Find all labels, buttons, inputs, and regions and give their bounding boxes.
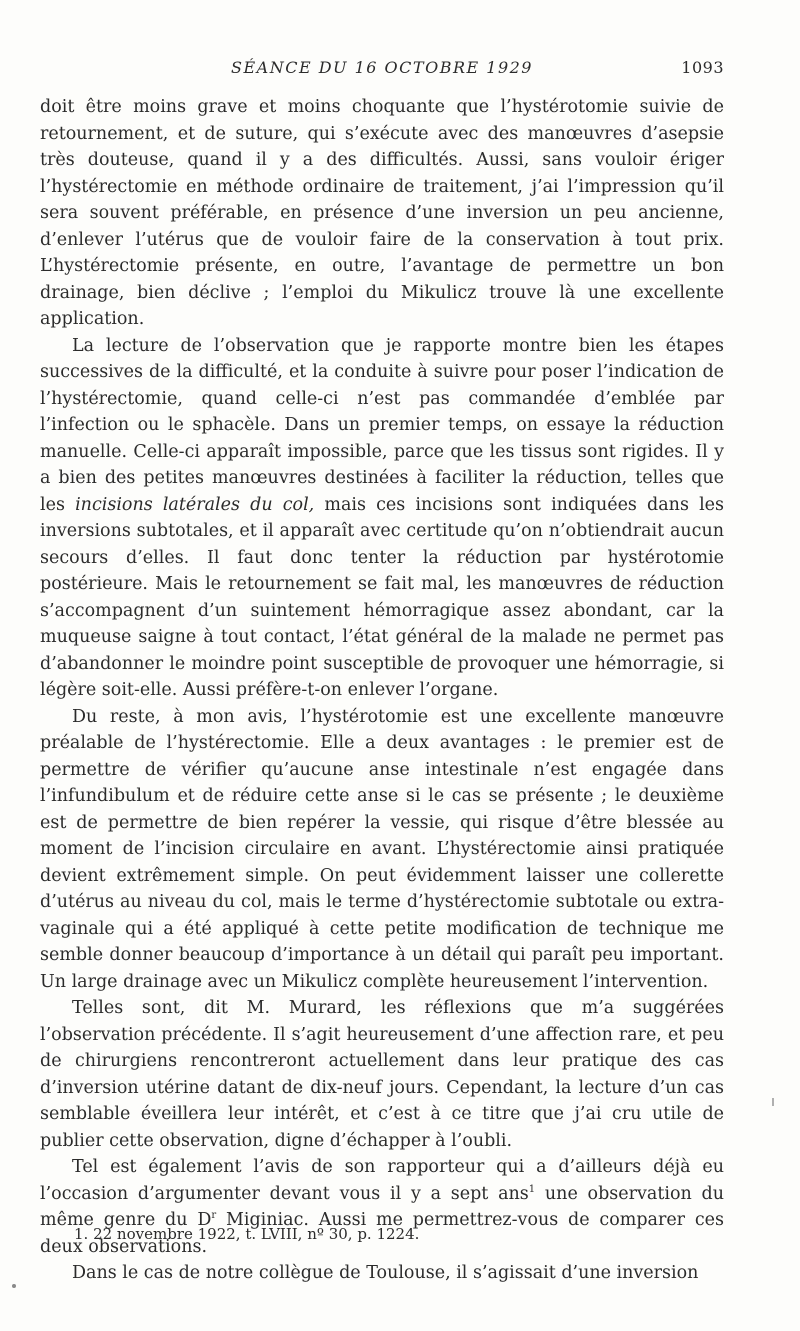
paragraph-text: Telles sont, dit M. Murard, les réflexions que m’a suggérées l’observation précédente. Il s’agit heureusement d’une affection rare, et peu de chirurgiens rencontreront actuellement dans leur pratique des cas d’inversion utérine datant de dix-neuf jours. Cependant, la lecture d’un cas semblable éveillera leur intérêt, et c’est à ce titre que j’ai cru utile de publier cette observation, digne d’échapper à l’oubli. [40, 998, 724, 1151]
italic-text: incisions latérales du col, [75, 494, 315, 515]
paragraph [40, 1260, 724, 1287]
paragraph-text: Dans le cas de notre collègue de Toulouse, il s’agissait d’une inversion [72, 1263, 699, 1283]
paragraph-text: La lecture de l’observation que je rapporte montre bien les étapes successives de la difficulté, et la conduite à suivre pour poser l’indication de l’hystérectomie, quand celle-ci n’est pas commandée d’emblée par l’infection ou le sphacèle. Dans un premier temps, on essaye la réduction manuelle. Celle-ci apparaît impossible, parce que les tissus sont rigides. Il y a bien des petites manœuvres destinées à faciliter la réduction, telles que les [40, 335, 724, 515]
print-mark [772, 1098, 774, 1106]
paragraph-text: Du reste, à mon avis, l’hystérotomie est une excellente manœuvre préalable de l’hystérectomie. Elle a deux avantages : le premier est de permettre de vérifier qu’aucune anse intestinale n’est engagée dans l’infundibulum et de réduire cette anse si le cas se présente ; le deuxième est de permettre de bien repérer la vessie, qui risque d’être blessée au moment de l’incision circulaire en avant. L’hystérectomie ainsi pratiquée devient extrêmement simple. On peut évidemment laisser une collerette d’utérus au niveau du col, mais le terme d’hystérectomie subtotale ou extra-vaginale qui a été appliqué à cette petite modification de technique me semble donner beaucoup d’importance à un détail qui paraît peu important. Un large drainage avec un Mikulicz complète heureusement l’intervention. [40, 706, 724, 992]
paragraph [40, 94, 724, 333]
paragraph-text: Miginiac. Aussi me permettrez-vous de comparer ces deux observations. [40, 1210, 724, 1257]
print-speck [12, 1284, 16, 1288]
paragraph-text: une observation du même genre du D [40, 1183, 724, 1230]
running-title: SÉANCE DU 16 OCTOBRE 1929 [231, 58, 533, 77]
superscript: 1 [528, 1183, 536, 1195]
running-head [40, 58, 724, 82]
page-number: 1093 [681, 58, 724, 77]
paragraph [40, 333, 724, 704]
paragraph-text: mais ces incisions sont indiquées dans les inversions subtotales, et il apparaît avec certitude qu’on n’obtiendrait aucun secours d’elles. Il faut donc tenter la réduction par hystérotomie postérieure. Mais le retournement se fait mal, les manœuvres de réduction s’accompagnent d’un suintement hémorragique assez abondant, car la muqueuse saigne à tout contact, l’état général de la malade ne permet pas d’abandonner le moindre point susceptible de provoquer une hémorragie, si légère soit-elle. Aussi préfère-t-on enlever l’organe. [40, 494, 724, 700]
paragraph [40, 995, 724, 1154]
body-text [40, 94, 724, 1287]
paragraph-text: doit être moins grave et moins choquante que l’hystérotomie suivie de retournement, et de suture, qui s’exécute avec des manœuvres d’asepsie très douteuse, quand il y a des difficultés. Aussi, sans vouloir ériger l’hystérectomie en méthode ordinaire de traitement, j’ai l’impression qu’il sera souvent préférable, en présence d’une inversion un peu ancienne, d’enlever l’utérus que de vouloir faire de la conservation à tout prix. L’hystérectomie présente, en outre, l’avantage de permettre un bon drainage, bien déclive ; l’emploi du Mikulicz trouve là une excellente application. [40, 97, 724, 329]
paragraph-text: Tel est également l’avis de son rapporteur qui a d’ailleurs déjà eu l’occasion d’argumenter devant vous il y a sept ans [40, 1157, 724, 1204]
superscript: r [211, 1210, 217, 1222]
footnote: 1. 22 novembre 1922, t. LVIII, nº 30, p. 1224. [74, 1225, 420, 1243]
paragraph [40, 704, 724, 996]
